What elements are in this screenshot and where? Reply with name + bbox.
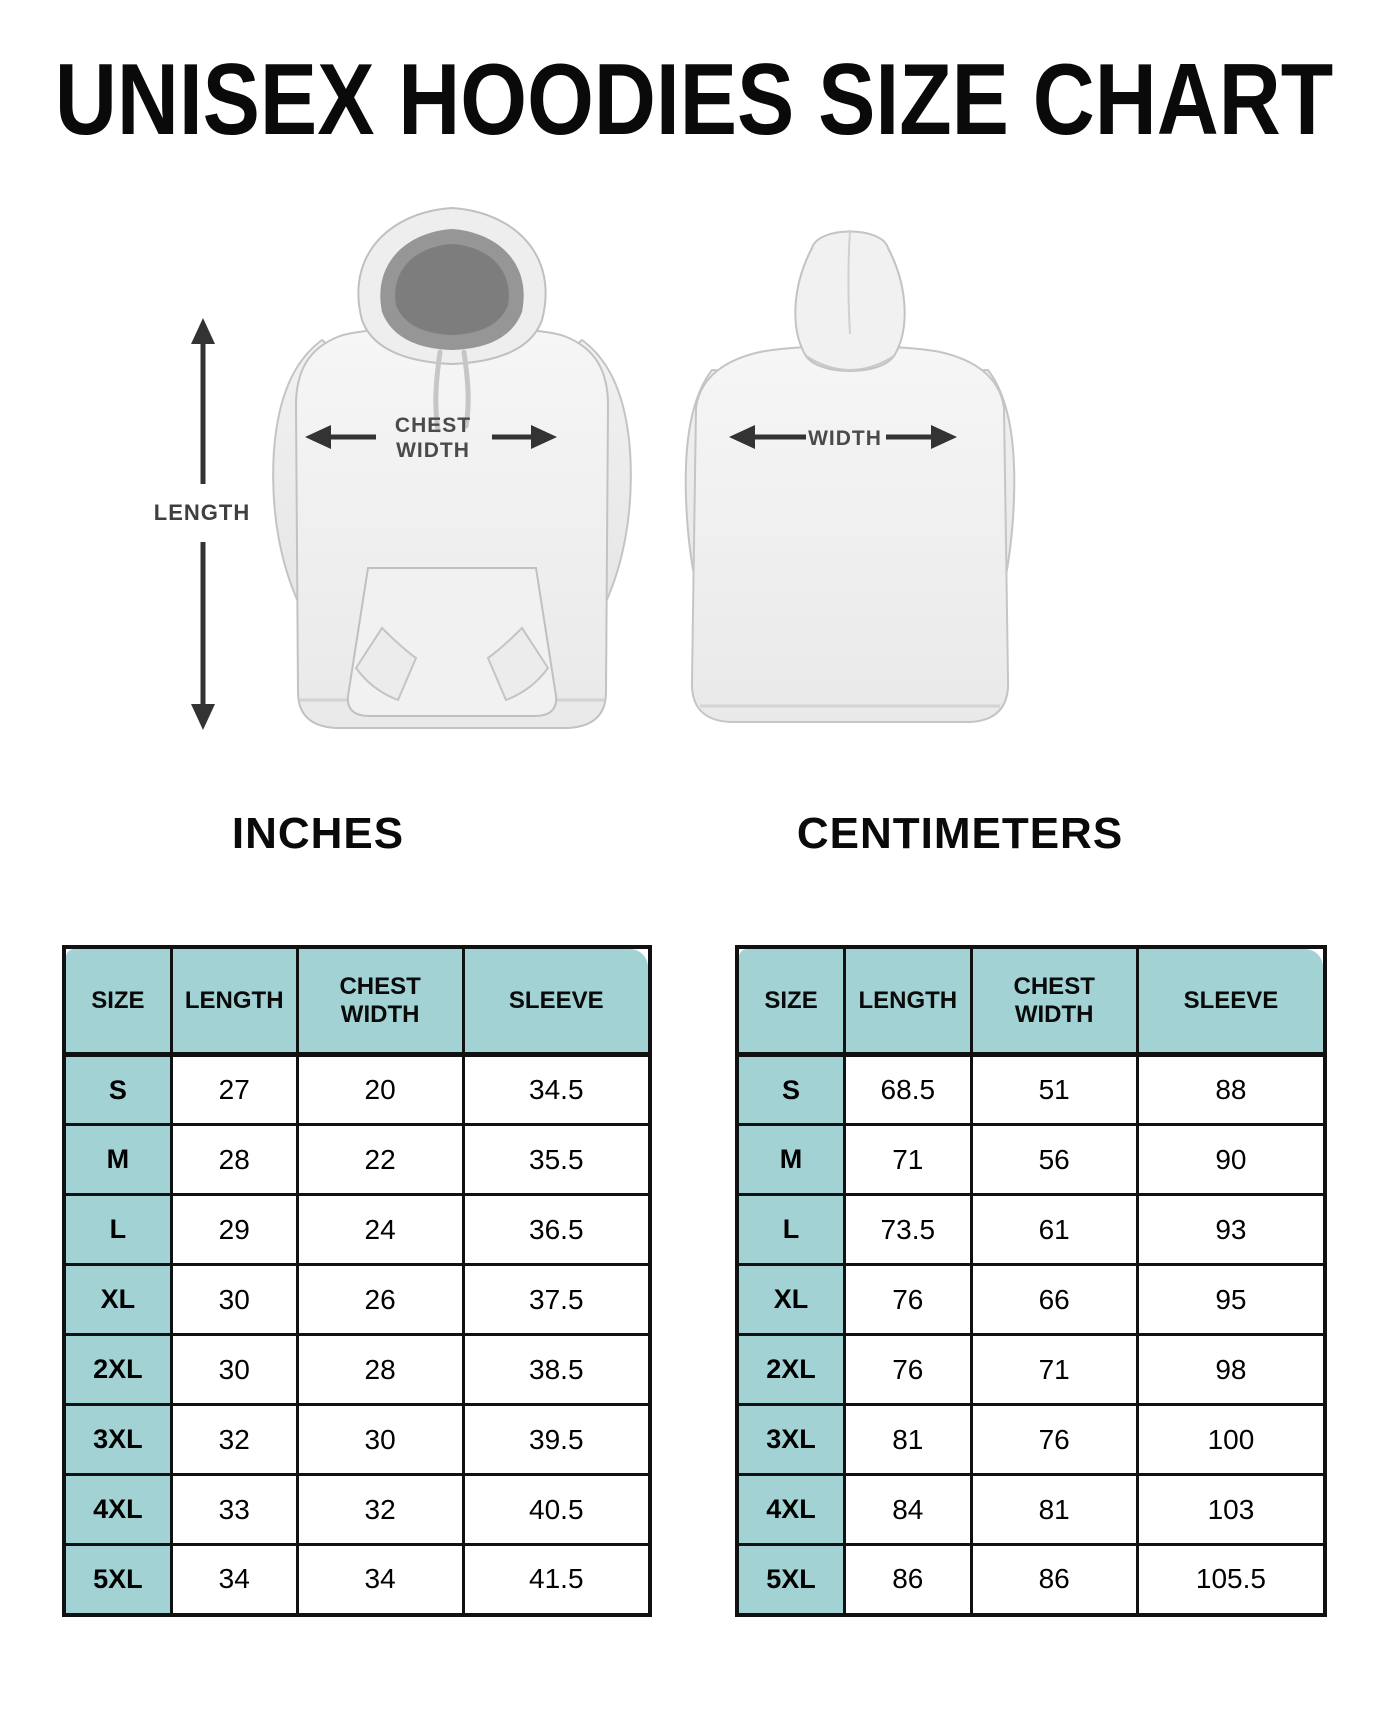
value-cell: 22 — [297, 1125, 463, 1195]
table-row — [64, 1125, 650, 1195]
table-row — [64, 1195, 650, 1265]
value-cell: 86 — [971, 1545, 1137, 1615]
value-cell: 71 — [971, 1335, 1137, 1405]
header-row — [737, 947, 1325, 1055]
value-cell: 86 — [845, 1545, 971, 1615]
inches-heading: INCHES — [231, 809, 405, 858]
value-cell: 73.5 — [845, 1195, 971, 1265]
inches-table-body — [64, 1055, 650, 1615]
value-cell: 76 — [845, 1335, 971, 1405]
size-cell: XL — [64, 1265, 171, 1335]
column-header: SLEEVE — [1137, 947, 1325, 1055]
value-cell: 28 — [297, 1335, 463, 1405]
size-cell: 4XL — [737, 1475, 845, 1545]
size-cell: 2XL — [737, 1335, 845, 1405]
size-cell: 5XL — [64, 1545, 171, 1615]
value-cell: 40.5 — [463, 1475, 650, 1545]
value-cell: 93 — [1137, 1195, 1325, 1265]
table-row — [737, 1335, 1325, 1405]
size-cell: L — [737, 1195, 845, 1265]
header-row — [64, 947, 650, 1055]
table-row — [64, 1405, 650, 1475]
value-cell: 84 — [845, 1475, 971, 1545]
value-cell: 61 — [971, 1195, 1137, 1265]
value-cell: 32 — [171, 1405, 297, 1475]
table-row — [737, 1055, 1325, 1125]
table-row — [64, 1335, 650, 1405]
value-cell: 71 — [845, 1125, 971, 1195]
value-cell: 76 — [971, 1405, 1137, 1475]
table-row — [737, 1545, 1325, 1615]
value-cell: 20 — [297, 1055, 463, 1125]
table-row — [737, 1265, 1325, 1335]
centimeters-table-header — [737, 947, 1325, 1055]
value-cell: 56 — [971, 1125, 1137, 1195]
column-header: CHEST WIDTH — [297, 947, 463, 1055]
length-label: LENGTH — [153, 500, 251, 525]
column-header: CHEST WIDTH — [971, 947, 1137, 1055]
chest-width-label-line2: WIDTH — [396, 439, 470, 462]
size-cell: 2XL — [64, 1335, 171, 1405]
value-cell: 37.5 — [463, 1265, 650, 1335]
inches-size-table — [62, 945, 652, 1617]
size-cell: 3XL — [64, 1405, 171, 1475]
value-cell: 88 — [1137, 1055, 1325, 1125]
size-cell: S — [737, 1055, 845, 1125]
size-cell: 3XL — [737, 1405, 845, 1475]
value-cell: 36.5 — [463, 1195, 650, 1265]
value-cell: 34 — [297, 1545, 463, 1615]
table-row — [64, 1475, 650, 1545]
size-cell: S — [64, 1055, 171, 1125]
size-cell: XL — [737, 1265, 845, 1335]
value-cell: 30 — [297, 1405, 463, 1475]
size-cell: M — [737, 1125, 845, 1195]
value-cell: 98 — [1137, 1335, 1325, 1405]
centimeters-table-body — [737, 1055, 1325, 1615]
value-cell: 28 — [171, 1125, 297, 1195]
value-cell: 34.5 — [463, 1055, 650, 1125]
table-row — [64, 1265, 650, 1335]
centimeters-size-table — [735, 945, 1327, 1617]
value-cell: 33 — [171, 1475, 297, 1545]
page-title: UNISEX HOODIES SIZE CHART — [54, 44, 1334, 156]
value-cell: 34 — [171, 1545, 297, 1615]
value-cell: 103 — [1137, 1475, 1325, 1545]
value-cell: 30 — [171, 1335, 297, 1405]
table-row — [737, 1125, 1325, 1195]
size-cell: M — [64, 1125, 171, 1195]
value-cell: 51 — [971, 1055, 1137, 1125]
value-cell: 95 — [1137, 1265, 1325, 1335]
value-cell: 24 — [297, 1195, 463, 1265]
inches-table-header — [64, 947, 650, 1055]
value-cell: 81 — [971, 1475, 1137, 1545]
value-cell: 30 — [171, 1265, 297, 1335]
value-cell: 105.5 — [1137, 1545, 1325, 1615]
column-header: SIZE — [737, 947, 845, 1055]
value-cell: 66 — [971, 1265, 1137, 1335]
value-cell: 90 — [1137, 1125, 1325, 1195]
value-cell: 38.5 — [463, 1335, 650, 1405]
value-cell: 29 — [171, 1195, 297, 1265]
size-cell: 4XL — [64, 1475, 171, 1545]
table-row — [64, 1055, 650, 1125]
value-cell: 41.5 — [463, 1545, 650, 1615]
value-cell: 100 — [1137, 1405, 1325, 1475]
table-row — [737, 1475, 1325, 1545]
table-row — [737, 1405, 1325, 1475]
table-row — [737, 1195, 1325, 1265]
column-header: SIZE — [64, 947, 171, 1055]
value-cell: 35.5 — [463, 1125, 650, 1195]
value-cell: 26 — [297, 1265, 463, 1335]
chest-width-label-line1: CHEST — [394, 414, 472, 437]
value-cell: 81 — [845, 1405, 971, 1475]
size-cell: L — [64, 1195, 171, 1265]
back-hoodie-illustration — [686, 230, 1015, 722]
value-cell: 27 — [171, 1055, 297, 1125]
back-width-label: WIDTH — [808, 427, 882, 450]
front-hoodie-illustration — [273, 208, 631, 728]
value-cell: 76 — [845, 1265, 971, 1335]
column-header: SLEEVE — [463, 947, 650, 1055]
centimeters-heading: CENTIMETERS — [796, 809, 1124, 858]
column-header: LENGTH — [171, 947, 297, 1055]
hoodie-measurement-diagram — [0, 180, 1388, 800]
value-cell: 39.5 — [463, 1405, 650, 1475]
column-header: LENGTH — [845, 947, 971, 1055]
table-row — [64, 1545, 650, 1615]
value-cell: 32 — [297, 1475, 463, 1545]
value-cell: 68.5 — [845, 1055, 971, 1125]
size-cell: 5XL — [737, 1545, 845, 1615]
